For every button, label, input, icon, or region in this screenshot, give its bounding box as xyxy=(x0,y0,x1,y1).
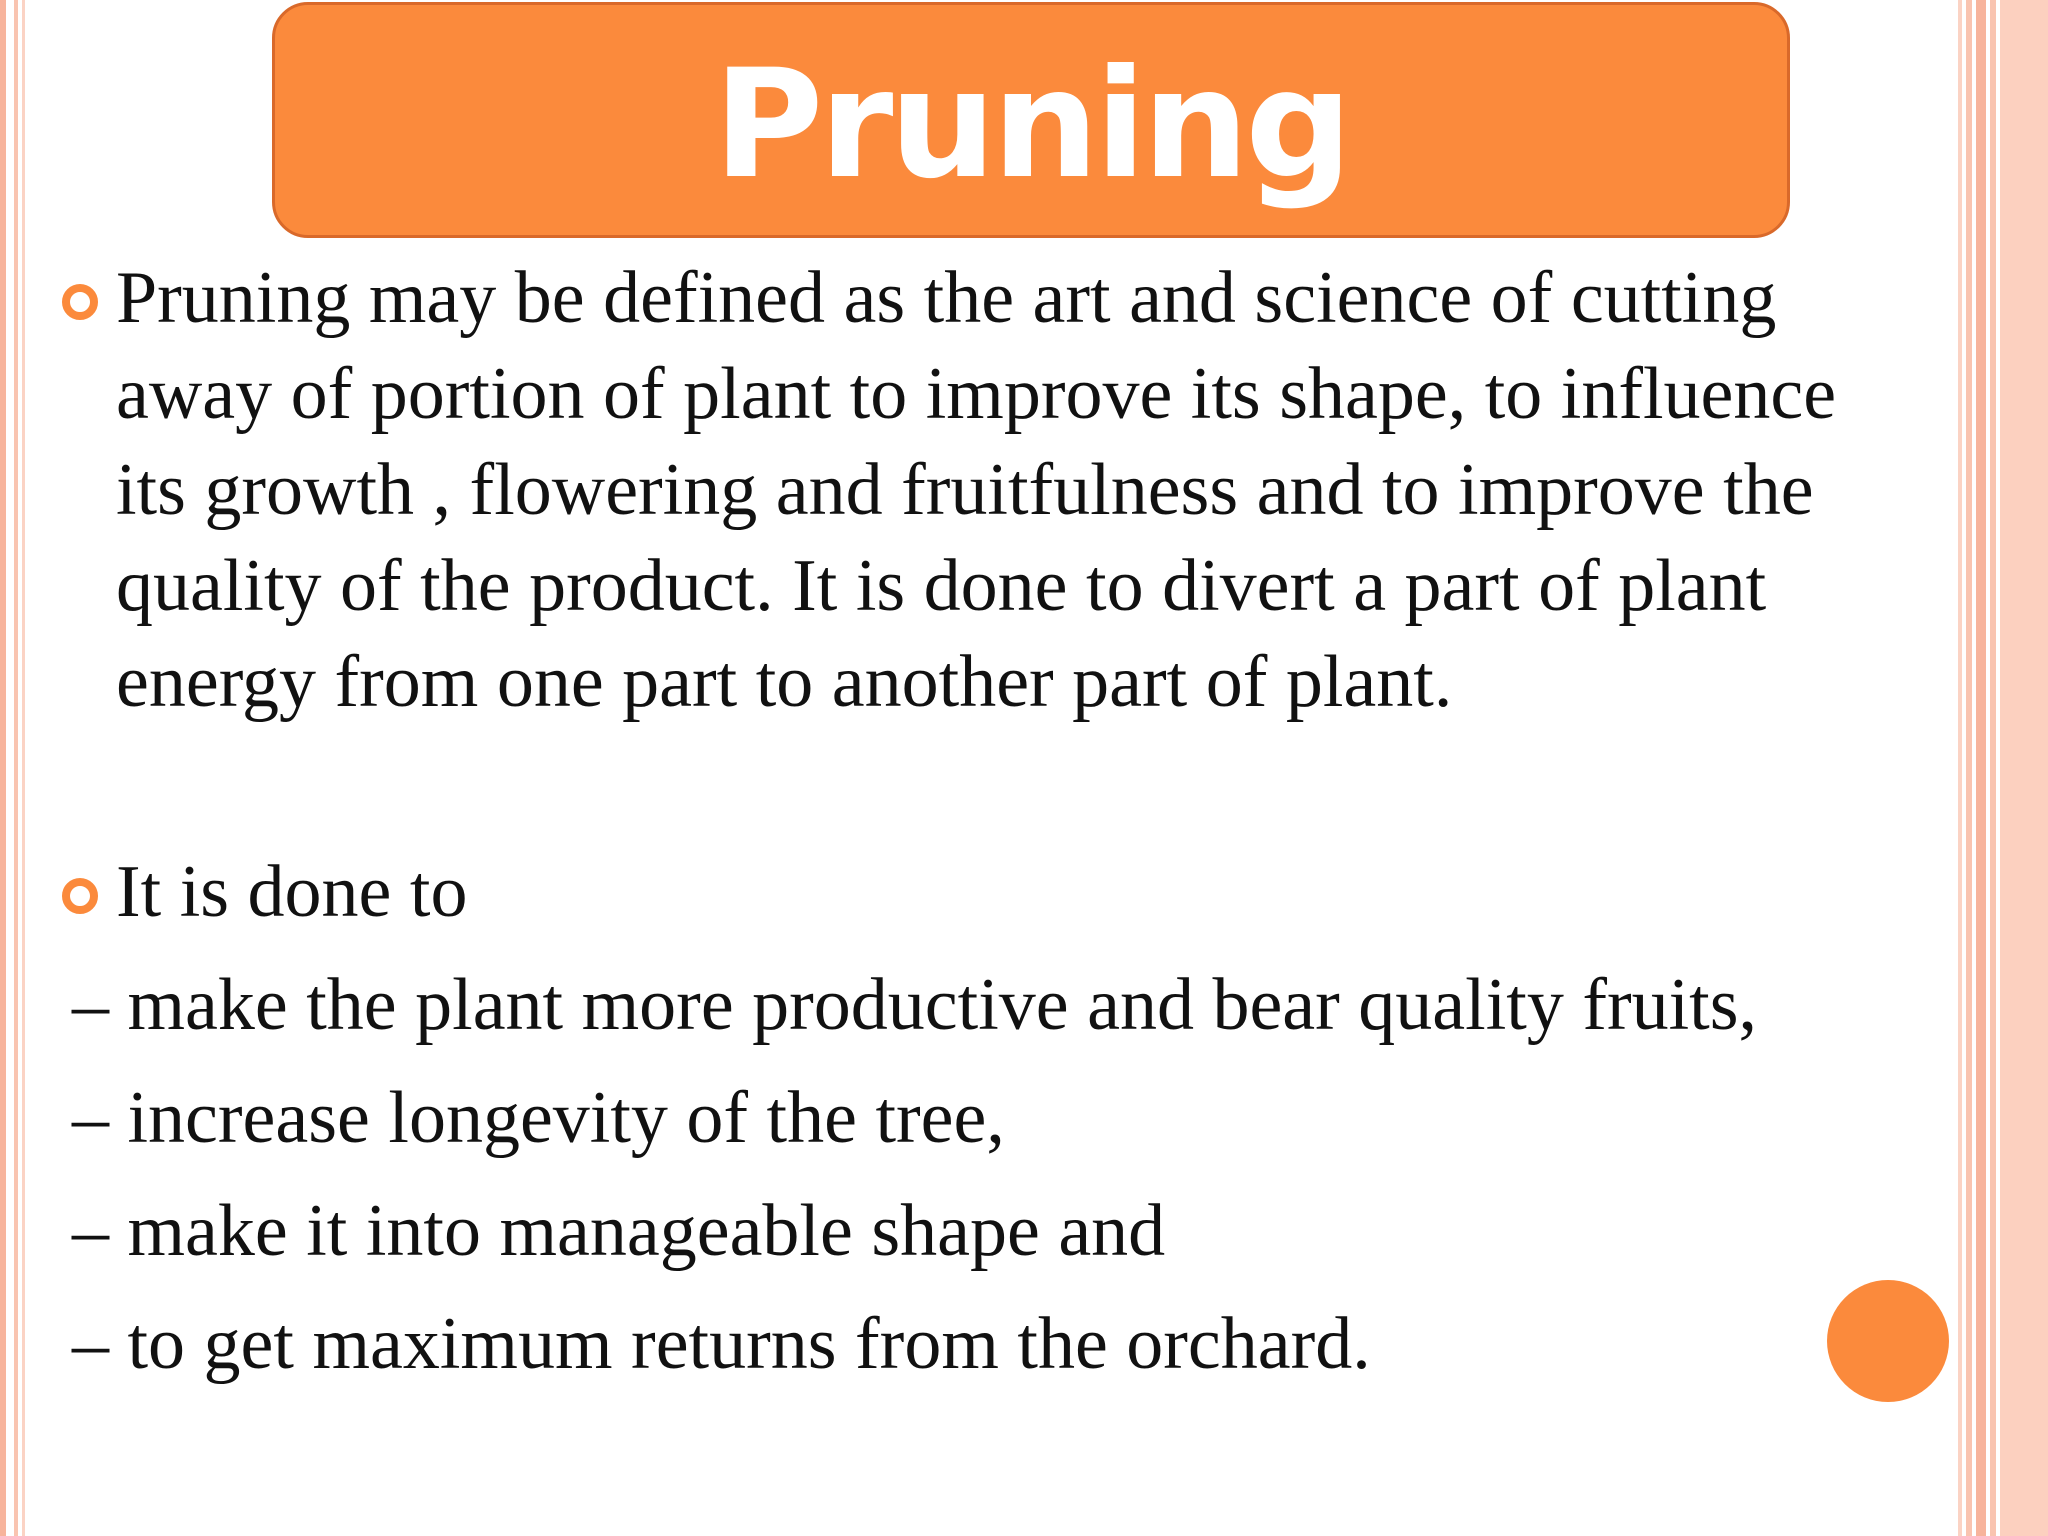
bullet-text-purpose: It is done to xyxy=(116,851,468,933)
right-stripe xyxy=(1958,0,1962,1536)
bullet-text-definition: Pruning may be defined as the art and science of cutting away of portion of plant to improve its shape, to influence its growth , flowering and fruitfulness and to improve the quality of the product. It is done to divert a part of plant energy from one part to another part of plant. xyxy=(116,257,1837,723)
right-stripe xyxy=(1976,0,1986,1536)
left-stripe xyxy=(0,0,6,1536)
bullet-ring-icon xyxy=(62,878,98,914)
right-stripe xyxy=(1990,0,1996,1536)
slide-title: Pruning xyxy=(713,38,1349,212)
decorative-circle xyxy=(1827,1280,1949,1402)
dash-item: – make the plant more productive and bear quality fruits, xyxy=(72,964,1758,1046)
dash-item: – make it into manageable shape and xyxy=(72,1190,1166,1272)
right-stripe xyxy=(1966,0,1972,1536)
left-stripe xyxy=(22,0,25,1536)
bullet-ring-icon xyxy=(62,284,98,320)
left-stripe xyxy=(14,0,18,1536)
dash-item: – to get maximum returns from the orchard. xyxy=(72,1303,1371,1385)
dash-item: – increase longevity of the tree, xyxy=(72,1077,1005,1159)
right-stripe xyxy=(2000,0,2048,1536)
